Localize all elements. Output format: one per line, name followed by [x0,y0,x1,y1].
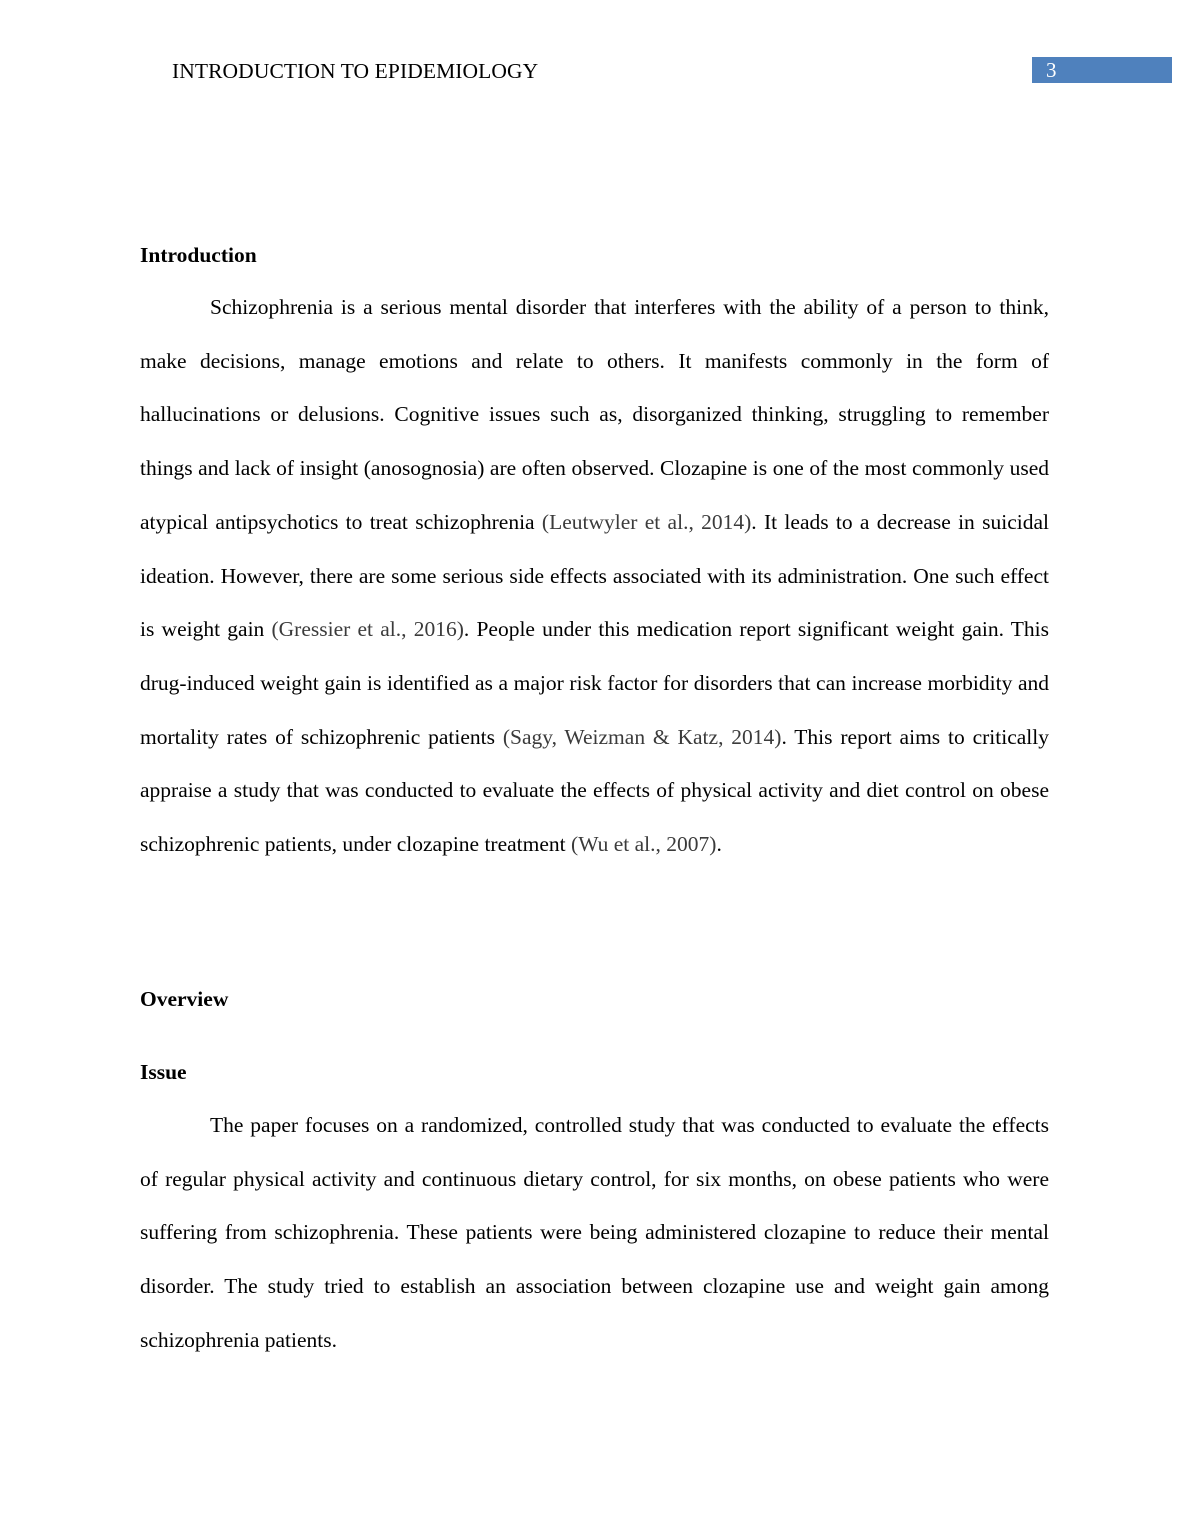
running-head: INTRODUCTION TO EPIDEMIOLOGY [172,59,539,83]
issue-heading: Issue [140,1060,187,1084]
intro-text-e: . [716,832,722,857]
introduction-heading: Introduction [140,243,257,267]
citation-wu: (Wu et al., 2007) [571,832,717,857]
intro-text-a: Schizophrenia is a serious mental disorder that interferes with the ability of a person to think, make decisions, manage emotions and relate to others. It manifests commonly in the form of hallucinations or delusions. Cognitive issues such as, disorganized thinking, struggling to remember things and lack of insight (anosognosia) are often observed. Clozapine is one of the most commonly used atypical antipsychotics to treat schizophrenia [140,295,1049,534]
citation-gressier: (Gressier et al., 2016) [271,617,464,642]
intro-text-c: . People under this medication report significant weight gain. This drug-induced weight gain is identified as a major risk factor for disorders that can increase morbidity and mortality rates of schizophrenic patients [140,617,1050,749]
citation-sagy: (Sagy, Weizman & Katz, 2014) [502,724,782,749]
overview-heading: Overview [140,987,229,1011]
introduction-paragraph [140,281,1049,872]
page-number-box [1032,57,1172,83]
citation-leutwyler: (Leutwyler et al., 2014) [541,509,752,534]
intro-text-b: . It leads to a decrease in suicidal ideation. However, there are some serious side effects associated with its administration. One such effect is weight gain [140,509,1049,642]
intro-text-d: . This report aims to critically appraise a study that was conducted to evaluate the effects of physical activity and diet control on obese schizophrenic patients, under clozapine treatment [140,724,1049,857]
issue-paragraph: The paper focuses on a randomized, controlled study that was conducted to evaluate the effects of regular physical activity and continuous dietary control, for six months, on obese patients who were suffering from schizophrenia. These patients were being administered clozapine to reduce their mental disorder. The study tried to establish an association between clozapine use and weight gain among schizophrenia patients. [140,1113,1049,1352]
page-number: 3 [1046,58,1057,82]
